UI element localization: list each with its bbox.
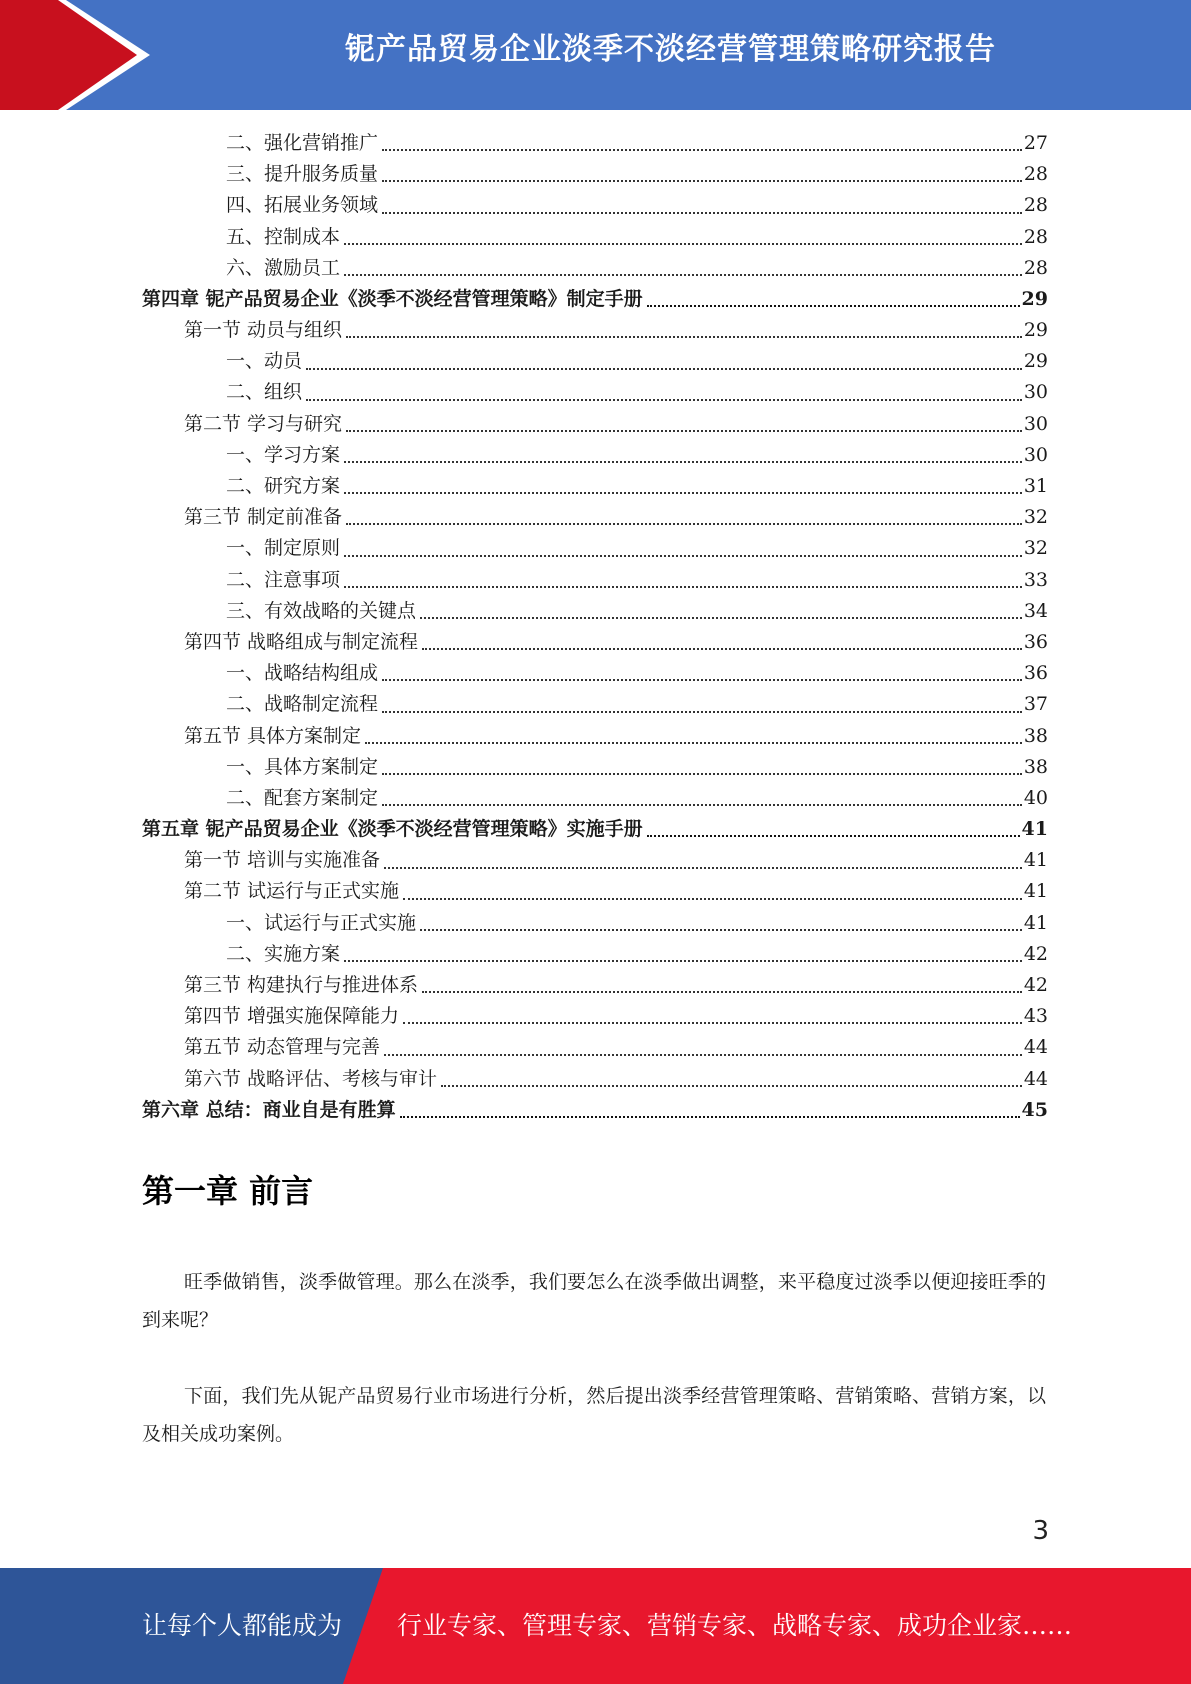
toc-dot-leader (382, 679, 1022, 681)
toc-entry-page: 31 (1023, 475, 1048, 498)
toc-entry[interactable] (142, 1095, 1048, 1126)
toc-entry-title: 第一节 培训与实施准备 (184, 849, 381, 872)
page-number: 3 (1032, 1516, 1049, 1546)
toc-entry-page: 41 (1023, 849, 1048, 872)
toc-dot-leader (647, 835, 1020, 837)
toc-entry-title: 第二节 试运行与正式实施 (184, 880, 400, 903)
document-title: 铌产品贸易企业淡季不淡经营管理策略研究报告 (345, 32, 996, 67)
toc-entry-title: 第五节 动态管理与完善 (184, 1036, 381, 1059)
toc-entry-page: 38 (1023, 724, 1048, 747)
toc-entry-title: 三、有效战略的关键点 (226, 599, 417, 622)
toc-entry-page: 34 (1023, 599, 1048, 622)
toc-dot-leader (365, 742, 1022, 744)
toc-dot-leader (344, 274, 1022, 276)
toc-entry-page: 38 (1023, 755, 1048, 778)
toc-dot-leader (422, 991, 1022, 993)
toc-entry-page: 30 (1023, 412, 1048, 435)
toc-dot-leader (344, 492, 1022, 494)
toc-dot-leader (403, 1022, 1022, 1024)
toc-dot-leader (647, 305, 1020, 307)
toc-entry-title: 六、激励员工 (226, 256, 341, 279)
toc-dot-leader (400, 1116, 1020, 1118)
toc-entry[interactable] (142, 1064, 1048, 1095)
footer-slogan-right: 行业专家、管理专家、营销专家、战略专家、成功企业家…… (397, 1611, 1073, 1640)
chapter-title: 第一章 前言 (142, 1172, 314, 1210)
toc-entry-title: 一、制定原则 (226, 537, 341, 560)
toc-entry[interactable] (142, 752, 1048, 783)
toc-dot-leader (382, 804, 1022, 806)
toc-entry-page: 28 (1023, 225, 1048, 248)
toc-entry[interactable] (142, 721, 1048, 752)
toc-entry[interactable] (142, 814, 1048, 845)
toc-entry[interactable] (142, 378, 1048, 409)
toc-entry-title: 二、注意事项 (226, 568, 341, 591)
page-footer (0, 1568, 1191, 1684)
toc-entry[interactable] (142, 1001, 1048, 1032)
toc-entry-title: 二、强化营销推广 (226, 131, 379, 154)
body-paragraph: 下面，我们先从铌产品贸易行业市场进行分析，然后提出淡季经营管理策略、营销策略、营销方案，以及相关成功案例。 (142, 1385, 1046, 1445)
toc-entry[interactable] (142, 409, 1048, 440)
toc-entry-page: 30 (1023, 443, 1048, 466)
toc-entry-title: 二、组织 (226, 381, 303, 404)
toc-entry-page: 36 (1023, 662, 1048, 685)
toc-entry[interactable] (142, 939, 1048, 970)
toc-dot-leader (344, 555, 1022, 557)
toc-dot-leader (382, 212, 1022, 214)
toc-dot-leader (344, 960, 1022, 962)
toc-entry-title: 第六章 总结：商业自是有胜算 (142, 1098, 396, 1121)
toc-dot-leader (306, 368, 1022, 370)
toc-entry-title: 二、实施方案 (226, 942, 341, 965)
toc-entry-title: 二、配套方案制定 (226, 786, 379, 809)
toc-entry[interactable] (142, 1032, 1048, 1063)
toc-dot-leader (382, 180, 1022, 182)
toc-entry-page: 44 (1023, 1067, 1048, 1090)
toc-dot-leader (344, 243, 1022, 245)
toc-entry-page: 37 (1023, 693, 1048, 716)
toc-entry[interactable] (142, 222, 1048, 253)
header-arrow-decoration (0, 0, 150, 110)
toc-entry-title: 第四节 增强实施保障能力 (184, 1005, 400, 1028)
toc-entry-title: 第六节 战略评估、考核与审计 (184, 1067, 438, 1090)
toc-entry-page: 42 (1023, 974, 1048, 997)
toc-dot-leader (420, 929, 1022, 931)
toc-entry-title: 二、战略制定流程 (226, 693, 379, 716)
toc-entry-title: 三、提升服务质量 (226, 163, 379, 186)
toc-entry-page: 40 (1023, 786, 1048, 809)
toc-entry-page: 28 (1023, 194, 1048, 217)
toc-entry-page: 30 (1023, 381, 1048, 404)
toc-dot-leader (384, 1054, 1022, 1056)
toc-entry-title: 第三节 制定前准备 (184, 506, 343, 529)
toc-entry-title: 一、学习方案 (226, 443, 341, 466)
toc-dot-leader (344, 586, 1022, 588)
toc-entry[interactable] (142, 159, 1048, 190)
toc-entry-title: 一、试运行与正式实施 (226, 911, 417, 934)
toc-entry[interactable] (142, 845, 1048, 876)
toc-dot-leader (384, 867, 1022, 869)
toc-entry-title: 第五章 铌产品贸易企业《淡季不淡经营管理策略》实施手册 (142, 818, 643, 841)
toc-entry[interactable] (142, 596, 1048, 627)
toc-entry[interactable] (142, 253, 1048, 284)
toc-entry-page: 41 (1023, 911, 1048, 934)
body-paragraph: 旺季做销售，淡季做管理。那么在淡季，我们要怎么在淡季做出调整，来平稳度过淡季以便迎接旺季的到来呢？ (142, 1271, 1046, 1331)
toc-entry[interactable] (142, 565, 1048, 596)
toc-entry-page: 42 (1023, 942, 1048, 965)
toc-entry-page: 27 (1023, 131, 1048, 154)
toc-dot-leader (420, 617, 1022, 619)
toc-entry-title: 一、动员 (226, 350, 303, 373)
toc-entry-page: 44 (1023, 1036, 1048, 1059)
toc-entry[interactable] (142, 284, 1048, 315)
toc-dot-leader (403, 898, 1022, 900)
toc-entry-page: 29 (1023, 350, 1048, 373)
toc-entry-page: 28 (1023, 256, 1048, 279)
toc-entry-title: 第五节 具体方案制定 (184, 724, 362, 747)
toc-entry-page: 33 (1023, 568, 1048, 591)
toc-entry-page: 41 (1021, 818, 1048, 841)
toc-entry-page: 43 (1023, 1005, 1048, 1028)
toc-entry-page: 45 (1021, 1098, 1048, 1121)
toc-entry[interactable] (142, 658, 1048, 689)
toc-dot-leader (346, 523, 1022, 525)
toc-entry-page: 32 (1023, 506, 1048, 529)
toc-entry[interactable] (142, 689, 1048, 720)
toc-entry[interactable] (142, 346, 1048, 377)
toc-entry-page: 36 (1023, 630, 1048, 653)
toc-entry-page: 29 (1021, 287, 1048, 310)
toc-entry[interactable] (142, 128, 1048, 159)
toc-entry[interactable] (142, 502, 1048, 533)
toc-entry[interactable] (142, 190, 1048, 221)
toc-entry-title: 二、研究方案 (226, 475, 341, 498)
toc-dot-leader (422, 648, 1022, 650)
toc-entry-title: 第二节 学习与研究 (184, 412, 343, 435)
toc-entry-page: 41 (1023, 880, 1048, 903)
toc-entry[interactable] (142, 877, 1048, 908)
toc-entry-page: 28 (1023, 163, 1048, 186)
toc-entry-title: 第四节 战略组成与制定流程 (184, 630, 419, 653)
toc-entry[interactable] (142, 908, 1048, 939)
toc-entry[interactable] (142, 471, 1048, 502)
toc-dot-leader (382, 149, 1022, 151)
toc-dot-leader (346, 430, 1022, 432)
toc-entry-page: 32 (1023, 537, 1048, 560)
toc-entry-title: 五、控制成本 (226, 225, 341, 248)
toc-entry-title: 第一节 动员与组织 (184, 319, 343, 342)
table-of-contents (142, 128, 1048, 1126)
toc-dot-leader (306, 399, 1022, 401)
toc-entry-title: 一、具体方案制定 (226, 755, 379, 778)
toc-entry-title: 一、战略结构组成 (226, 662, 379, 685)
page-header (0, 0, 1191, 110)
toc-entry[interactable] (142, 627, 1048, 658)
toc-dot-leader (346, 336, 1022, 338)
toc-entry[interactable] (142, 533, 1048, 564)
toc-entry-title: 第三节 构建执行与推进体系 (184, 974, 419, 997)
toc-dot-leader (441, 1085, 1022, 1087)
toc-dot-leader (344, 461, 1022, 463)
toc-dot-leader (382, 773, 1022, 775)
toc-entry[interactable] (142, 970, 1048, 1001)
toc-entry[interactable] (142, 315, 1048, 346)
footer-slogan-left: 让每个人都能成为 (142, 1611, 343, 1640)
toc-entry-title: 第四章 铌产品贸易企业《淡季不淡经营管理策略》制定手册 (142, 287, 643, 310)
toc-dot-leader (382, 711, 1022, 713)
toc-entry-page: 29 (1023, 319, 1048, 342)
toc-entry[interactable] (142, 783, 1048, 814)
toc-entry-title: 四、拓展业务领域 (226, 194, 379, 217)
toc-entry[interactable] (142, 440, 1048, 471)
